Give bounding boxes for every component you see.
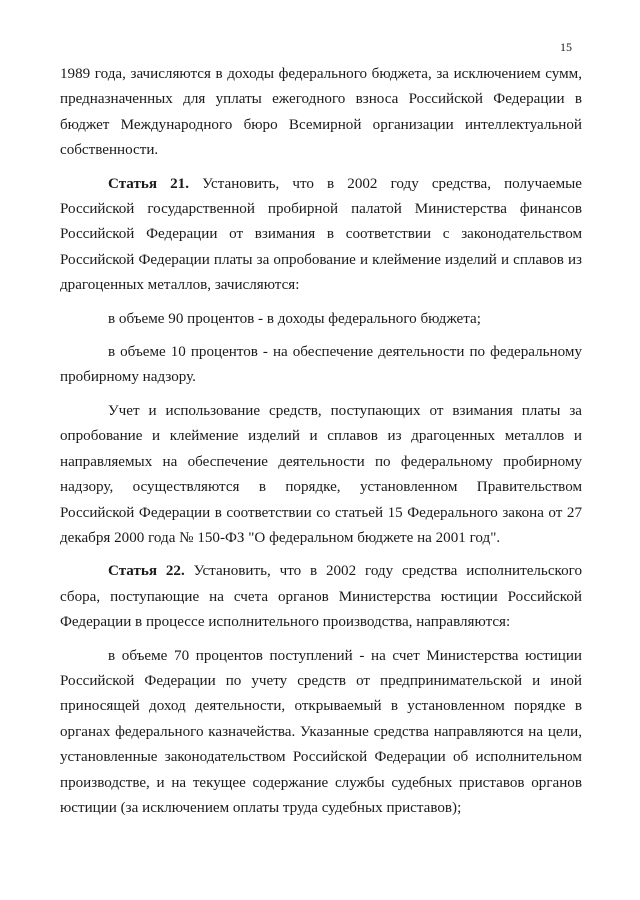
article-21-heading: Статья 21. xyxy=(108,175,190,192)
article-22-heading: Статья 22. xyxy=(108,563,185,580)
page-number: 15 xyxy=(560,40,572,54)
article-22-item-70: в объеме 70 процентов поступлений - на счет Министерства юстиции Российской Федерации по учету средств от предпринимательской и иной приносящей доход деятельности, открываемый в установленном порядке в органах федерального казначейства. Указанные средства направляются на цели, установленные законодательством Российской Федерации об исполнительном производстве, и на текущее содержание службы судебных приставов органов юстиции (за исключением оплаты труда судебных приставов); xyxy=(60,647,582,816)
article-21-paragraph xyxy=(60,172,582,299)
article-21-text: Установить, что в 2002 году средства, получаемые Российской государственной пробирной палатой Министерства финансов Российской Федерации от взимания в соответствии с законодательством Российской Федерации платы за опробование и клеймение изделий и сплавов из драгоценных металлов, зачисляются: xyxy=(60,175,582,294)
article-21-usage-paragraph: Учет и использование средств, поступающих от взимания платы за опробование и клеймение изделий и сплавов из драгоценных металлов и направляемых на обеспечение деятельности по федеральному пробирному надзору, осуществляются в порядке, установленном Правительством Российской Федерации в соответствии со статьей 15 Федерального закона от 27 декабря 2000 года № 150-ФЗ "О федеральном бюджете на 2001 год". xyxy=(60,402,582,546)
article-21-item-90: в объеме 90 процентов - в доходы федерального бюджета; xyxy=(108,310,481,327)
article-22-paragraph xyxy=(60,559,582,635)
article-21-item-10: в объеме 10 процентов - на обеспечение деятельности по федеральному пробирному надзору. xyxy=(60,344,582,386)
paragraph-continuation: 1989 года, зачисляются в доходы федерального бюджета, за исключением сумм, предназначенных для уплаты ежегодного взноса Российской Федерации в бюджет Международного бюро Всемирной организации интеллектуальной собственности. xyxy=(60,66,582,159)
article-22-text: Установить, что в 2002 году средства исполнительского сбора, поступающие на счета органов Министерства юстиции Российской Федерации в процессе исполнительного производства, направляются: xyxy=(60,563,582,631)
